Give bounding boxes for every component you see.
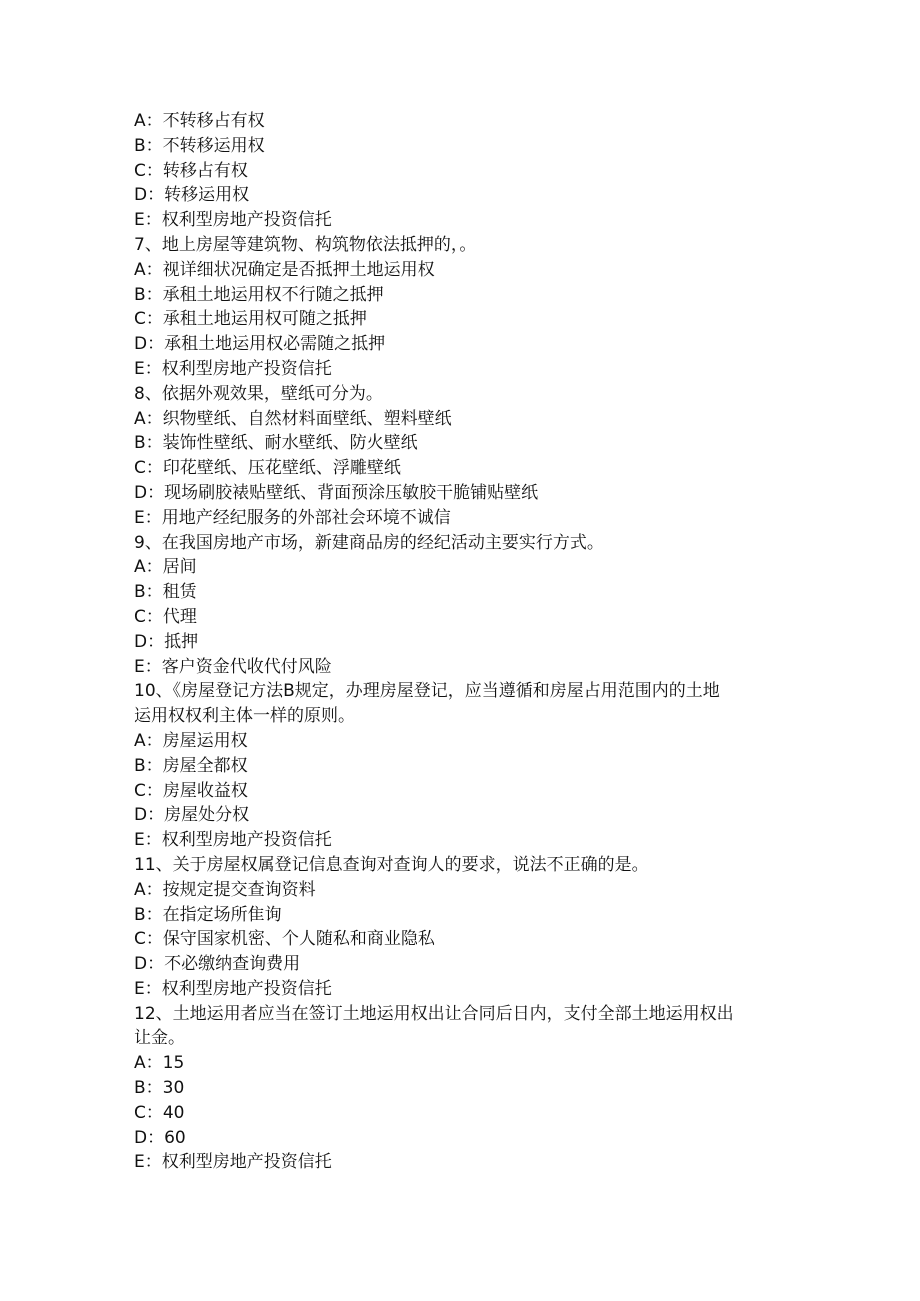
- option-line: E：权利型房地产投资信托: [134, 1152, 332, 1173]
- option-line: A：织物壁纸、自然材料面壁纸、塑料壁纸: [134, 408, 452, 429]
- option-line: B：租赁: [134, 582, 197, 603]
- option-line: A：房屋运用权: [134, 730, 248, 751]
- option-line: D：承租土地运用权必需随之抵押: [134, 334, 386, 355]
- option-line: E：权利型房地产投资信托: [134, 358, 332, 379]
- option-line: E：权利型房地产投资信托: [134, 830, 332, 851]
- option-line: B：房屋全都权: [134, 755, 248, 776]
- option-line: D：转移运用权: [134, 185, 250, 206]
- option-line: B：30: [134, 1078, 185, 1099]
- option-line: E：权利型房地产投资信托: [134, 210, 332, 231]
- option-line: D：60: [134, 1127, 186, 1148]
- option-line: A：按规定提交查询资料: [134, 879, 316, 900]
- option-line: C：印花壁纸、压花壁纸、浮雕壁纸: [134, 458, 401, 479]
- option-line: A：不转移占有权: [134, 111, 265, 131]
- option-line: D：不必缴纳查询费用: [134, 954, 301, 975]
- question-8: 8、依据外观效果，壁纸可分为。: [134, 383, 383, 404]
- option-line: E：权利型房地产投资信托: [134, 978, 332, 999]
- option-line: B：不转移运用权: [134, 135, 265, 156]
- option-line: B：承租土地运用权不行随之抵押: [134, 284, 384, 305]
- option-line: C：保守国家机密、个人随私和商业隐私: [134, 929, 435, 950]
- option-line: B：在指定场所隹询: [134, 904, 282, 925]
- option-line: E：客户资金代收代付风险: [134, 656, 332, 677]
- question-9: 9、在我国房地产市场，新建商品房的经纪活动主要实行方式。: [134, 532, 604, 553]
- option-line: D：现场刷胶裱贴壁纸、背面预涂压敏胶干脆铺贴壁纸: [134, 482, 539, 503]
- question-10-line-2: 运用权权利主体一样的原则。: [134, 706, 355, 727]
- option-line: A：居间: [134, 557, 197, 578]
- question-7: 7、地上房屋等建筑物、构筑物依法抵押的，。: [134, 234, 477, 255]
- question-12-line-2: 让金。: [134, 1028, 185, 1049]
- option-line: B：装饰性壁纸、耐水壁纸、防火壁纸: [134, 433, 418, 454]
- option-line: A：15: [134, 1053, 185, 1074]
- question-11: 11、关于房屋权属登记信息查询对查询人的要求，说法不正确的是。: [134, 854, 649, 875]
- option-line: C：房屋收益权: [134, 780, 248, 801]
- question-12-line-1: 12、土地运用者应当在签订土地运用权出让合同后日内，支付全部土地运用权出: [134, 1003, 734, 1024]
- option-line: C：承租土地运用权可随之抵押: [134, 309, 367, 330]
- option-line: D：抵押: [134, 631, 199, 652]
- exam-content: [134, 109, 794, 1175]
- option-line: C：转移占有权: [134, 160, 248, 181]
- option-line: C：代理: [134, 606, 197, 627]
- option-line: E：用地产经纪服务的外部社会环境不诚信: [134, 507, 451, 528]
- option-line: A：视详细状况确定是否抵押土地运用权: [134, 259, 435, 280]
- option-line: D：房屋处分权: [134, 805, 250, 826]
- question-10-line-1: 10、《房屋登记方法B规定，办理房屋登记，应当遵循和房屋占用范围内的土地: [134, 681, 720, 702]
- option-line: C：40: [134, 1102, 185, 1123]
